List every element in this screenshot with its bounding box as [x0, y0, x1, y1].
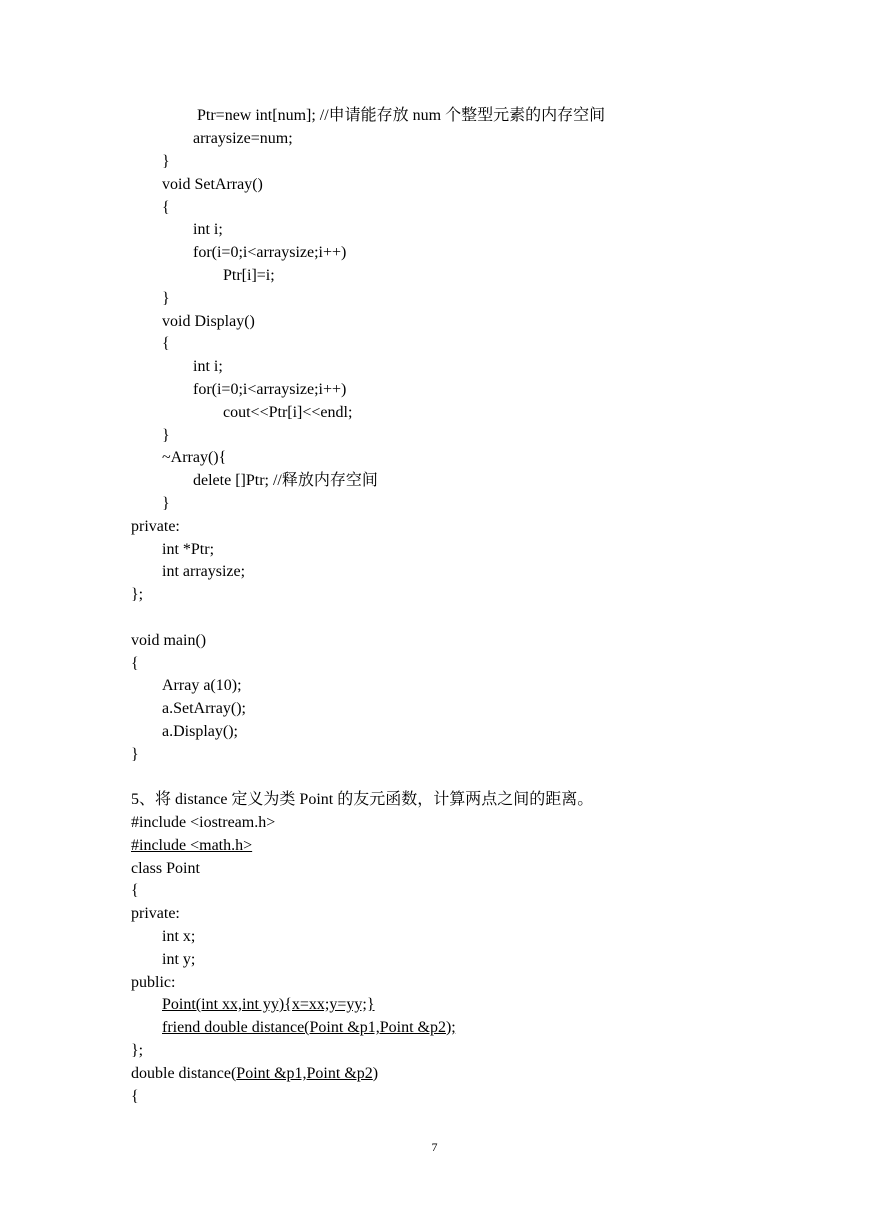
code-line: int arraysize;: [162, 563, 246, 580]
code-line: };: [131, 586, 144, 603]
code-line: Ptr=new int[num]; //申请能存放 num 个整型元素的内存空间: [197, 107, 606, 124]
code-line: }: [162, 290, 170, 307]
code-line: int i;: [193, 221, 223, 238]
code-line-underlined: friend double distance(Point &p1,Point &p2);: [162, 1019, 456, 1036]
code-line: {: [131, 655, 139, 672]
code-line: int y;: [162, 951, 196, 968]
code-line: for(i=0;i<arraysize;i++): [193, 381, 347, 398]
code-line: ~Array(){: [162, 449, 227, 466]
code-line: }: [162, 495, 170, 512]
code-line: }: [162, 153, 170, 170]
code-line: Array a(10);: [162, 677, 242, 694]
code-line: };: [131, 1042, 144, 1059]
code-line: }: [131, 746, 139, 763]
code-line: {: [131, 1088, 139, 1105]
code-line: cout<<Ptr[i]<<endl;: [223, 404, 353, 421]
code-line: int x;: [162, 928, 196, 945]
code-line: class Point: [131, 860, 200, 877]
code-fragment: ): [372, 1065, 379, 1082]
code-line: for(i=0;i<arraysize;i++): [193, 244, 347, 261]
code-line: arraysize=num;: [193, 130, 293, 147]
code-line: int i;: [193, 358, 223, 375]
code-line: }: [162, 427, 170, 444]
code-line-underlined: Point(int xx,int yy){x=xx;y=yy;}: [162, 996, 375, 1013]
code-line: void Display(): [162, 313, 255, 330]
code-line: delete []Ptr; //释放内存空间: [193, 472, 378, 489]
code-line: Ptr[i]=i;: [223, 267, 275, 284]
code-line: {: [131, 882, 139, 899]
code-line: private:: [131, 905, 180, 922]
code-line: #include <iostream.h>: [131, 814, 276, 831]
code-line: private:: [131, 518, 180, 535]
code-line: int *Ptr;: [162, 541, 215, 558]
code-line: [131, 1064, 378, 1084]
code-line: a.SetArray();: [162, 700, 246, 717]
code-line: public:: [131, 974, 176, 991]
code-line: void main(): [131, 632, 207, 649]
code-line-underlined: #include <math.h>: [131, 837, 253, 854]
code-line: {: [162, 199, 170, 216]
code-line: void SetArray(): [162, 176, 263, 193]
page-number: 7: [431, 1140, 438, 1154]
section-heading: 5、将 distance 定义为类 Point 的友元函数，计算两点之间的距离。: [131, 791, 594, 808]
code-line: a.Display();: [162, 723, 238, 740]
code-fragment: double distance(: [131, 1065, 237, 1082]
code-fragment-underlined: Point &p1,Point &p2: [236, 1065, 373, 1082]
code-line: {: [162, 335, 170, 352]
